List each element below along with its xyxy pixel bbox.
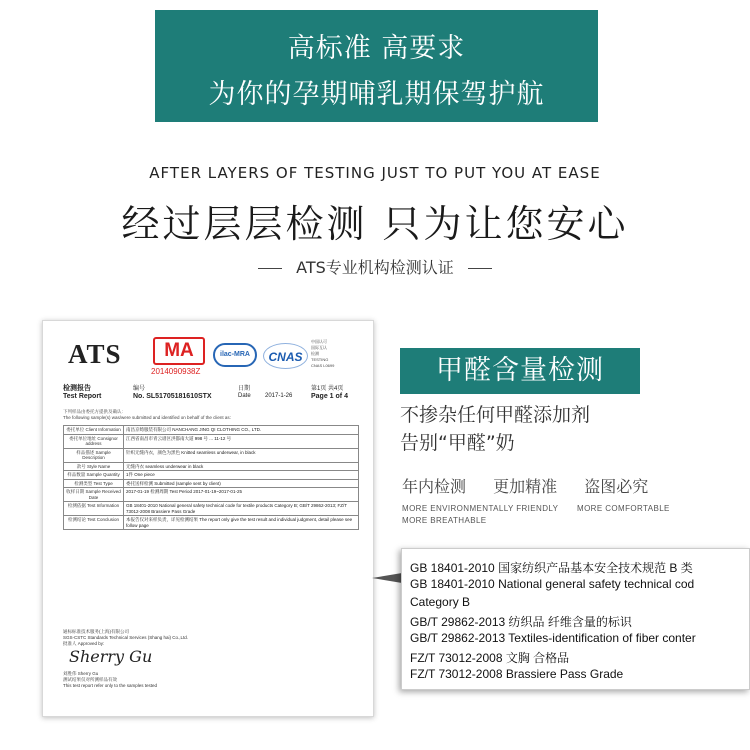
zoom-line: FZ/T 73012-2008 Brassiere Pass Grade: [410, 667, 624, 681]
cnas-side-line: 中国认可: [311, 339, 327, 344]
ilac-mra-icon: ilac-MRA: [213, 343, 257, 367]
feature-tags-cn: [402, 474, 670, 497]
report-row-label: 样品描述 Sample Description: [64, 448, 124, 462]
report-row-value: 针织无缝内衣，颜色为黑色 Knitted seamless underwear, in black: [124, 448, 359, 462]
report-row: [64, 448, 359, 462]
zoom-line: GB 18401-2010 国家纺织产品基本安全技术规范 B 类: [410, 561, 693, 575]
report-row-label: 检测依据 Test Information: [64, 502, 124, 516]
feature-tags-en: [402, 503, 686, 527]
cnas-side-line: TESTING: [311, 357, 329, 362]
report-row-value: 江西省南昌市青云谱区洪都南大道 998 号 ... 11-12 号: [124, 434, 359, 448]
report-page-en: Page 1 of 4: [311, 393, 348, 400]
formaldehyde-test-banner: 甲醛含量检测: [400, 348, 640, 394]
report-row-label: 委托单位 Client Information: [64, 426, 124, 435]
report-date-value: 2017-1-26: [265, 393, 293, 399]
report-row-label: 收样日期 Sample Received Date: [64, 488, 124, 502]
report-header-cn: [63, 383, 358, 393]
report-title-en: Test Report: [63, 393, 102, 400]
banner-line-pregnancy: 为你的孕期哺乳期保驾护航: [208, 79, 545, 110]
report-date-en: Date: [238, 393, 251, 399]
report-row: [64, 434, 359, 448]
signature-footer: [63, 671, 157, 689]
report-no-label: 编号: [133, 386, 146, 392]
report-date-label: 日期: [238, 386, 251, 392]
report-row: [64, 471, 359, 480]
report-row: [64, 426, 359, 435]
report-intro: [63, 409, 231, 421]
tag-more-accurate: 更加精准: [493, 477, 558, 496]
ats-subtitle-text: ATS专业机构检测认证: [296, 258, 454, 277]
tag-eco-friendly: MORE ENVIRONMENTALLY FRIENDLY: [402, 504, 559, 513]
report-row-value: 2017-01-19 检测周期 Test Period 2017-01-19~2017-01-25: [124, 488, 359, 502]
zoom-line: GB/T 29862-2013 Textiles-identification of fiber conter: [410, 631, 696, 645]
banner-line-standard: 高标准 高要求: [287, 33, 466, 64]
report-row-label: 款号 Style Name: [64, 462, 124, 471]
cma-number: 2014090938Z: [151, 367, 201, 376]
report-row: [64, 488, 359, 502]
footer-line: 通标标准技术服务(上海)有限公司: [63, 629, 129, 634]
tag-comfortable: MORE COMFORTABLE: [577, 504, 670, 513]
report-header-en: [63, 393, 358, 400]
report-row: [64, 479, 359, 488]
report-row-value: 本报告仅对来样负责，详见检测结果 The report only give the test result and individual judgment, detail please see follow page: [124, 516, 359, 530]
intro-line: 下列样品由委托方提供及确认：: [63, 409, 126, 414]
zoom-line: GB/T 29862-2013 纺织品 纤维含量的标识: [410, 615, 632, 629]
zoom-line: GB 18401-2010 National general safety technical cod: [410, 577, 695, 591]
ats-test-report-image: [42, 320, 374, 717]
report-row-value: 委托送样检测 Submitted (sample sent by client): [124, 479, 359, 488]
chinese-heading: 经过层层检测 只为让您安心: [121, 202, 629, 246]
ats-certification-subtitle: [0, 255, 750, 278]
tag-breathable: MORE BREATHABLE: [402, 516, 487, 525]
report-footer: [63, 629, 188, 647]
cnas-icon: CNAS: [263, 343, 308, 369]
sign-foot-line: This test report refer only to the samples tested: [63, 683, 158, 688]
ats-logo: ATS: [68, 339, 122, 369]
footer-line: SGS-CSTC Standards Technical Services (Shang hai) Co.,Ltd.: [63, 635, 188, 640]
report-row: [64, 502, 359, 516]
sign-foot-line: 测试结果仅对所测样品有效: [63, 677, 117, 682]
zoom-line: FZ/T 73012-2008 文胸 合格品: [410, 651, 570, 665]
report-row-label: 检测类型 Test Type: [64, 479, 124, 488]
report-table: [63, 425, 359, 530]
english-heading: AFTER LAYERS OF TESTING JUST TO PUT YOU AT EASE: [149, 164, 601, 182]
report-page-cn: 第1页 共4页: [311, 386, 344, 392]
report-row-value: 无缝内衣 seamless underwear in black: [124, 462, 359, 471]
standards-zoom-callout: [401, 548, 750, 690]
zoom-pointer-arrow: [372, 573, 402, 583]
no-formaldehyde-text: 不掺杂任何甲醛添加剂: [400, 404, 591, 426]
cnas-side-line: CNAS L0699: [311, 363, 335, 368]
intro-line: The following sample(s) was/were submitted and identified on behalf of the client as:: [63, 415, 231, 420]
top-banner: [155, 10, 598, 122]
footer-line: 批准人 Approved by:: [63, 641, 105, 646]
report-row: [64, 516, 359, 530]
approver-signature: Sherry Gu: [69, 647, 153, 666]
report-row-label: 委托单位地址 Consignor address: [64, 434, 124, 448]
farewell-formaldehyde-text: 告别“甲醛”奶: [400, 432, 515, 454]
sign-foot-line: 刘胜伟 Sherry Gu: [63, 671, 99, 676]
report-title-cn: 检测报告: [63, 385, 91, 392]
cnas-side-text: [311, 339, 334, 369]
report-row-label: 样品数量 Sample Quantity: [64, 471, 124, 480]
right-dash: [468, 268, 492, 269]
tag-annual-test: 年内检测: [402, 477, 467, 496]
report-row: [64, 462, 359, 471]
cnas-side-line: 国际互认: [311, 345, 327, 350]
tag-anti-theft: 盗图必究: [584, 477, 649, 496]
left-dash: [258, 268, 282, 269]
report-row-value: 南昌京绮服装有限公司 NANCHANG JING QI CLOTHING CO., LTD.: [124, 426, 359, 435]
report-row-value: GB 18401-2010 National general safety technical code for textile products Category B; GB/T 29862-2013; FZ/T 73012-2008 Brassiere Pass Grade: [124, 502, 359, 516]
zoom-line: Category B: [410, 595, 471, 609]
report-row-label: 检测结论 Test Conclusion: [64, 516, 124, 530]
report-row-value: 1件 One piece: [124, 471, 359, 480]
cnas-side-line: 检测: [311, 351, 319, 356]
report-number: No. SL51705181610STX: [133, 393, 212, 400]
cma-mark-icon: MA: [153, 337, 205, 365]
